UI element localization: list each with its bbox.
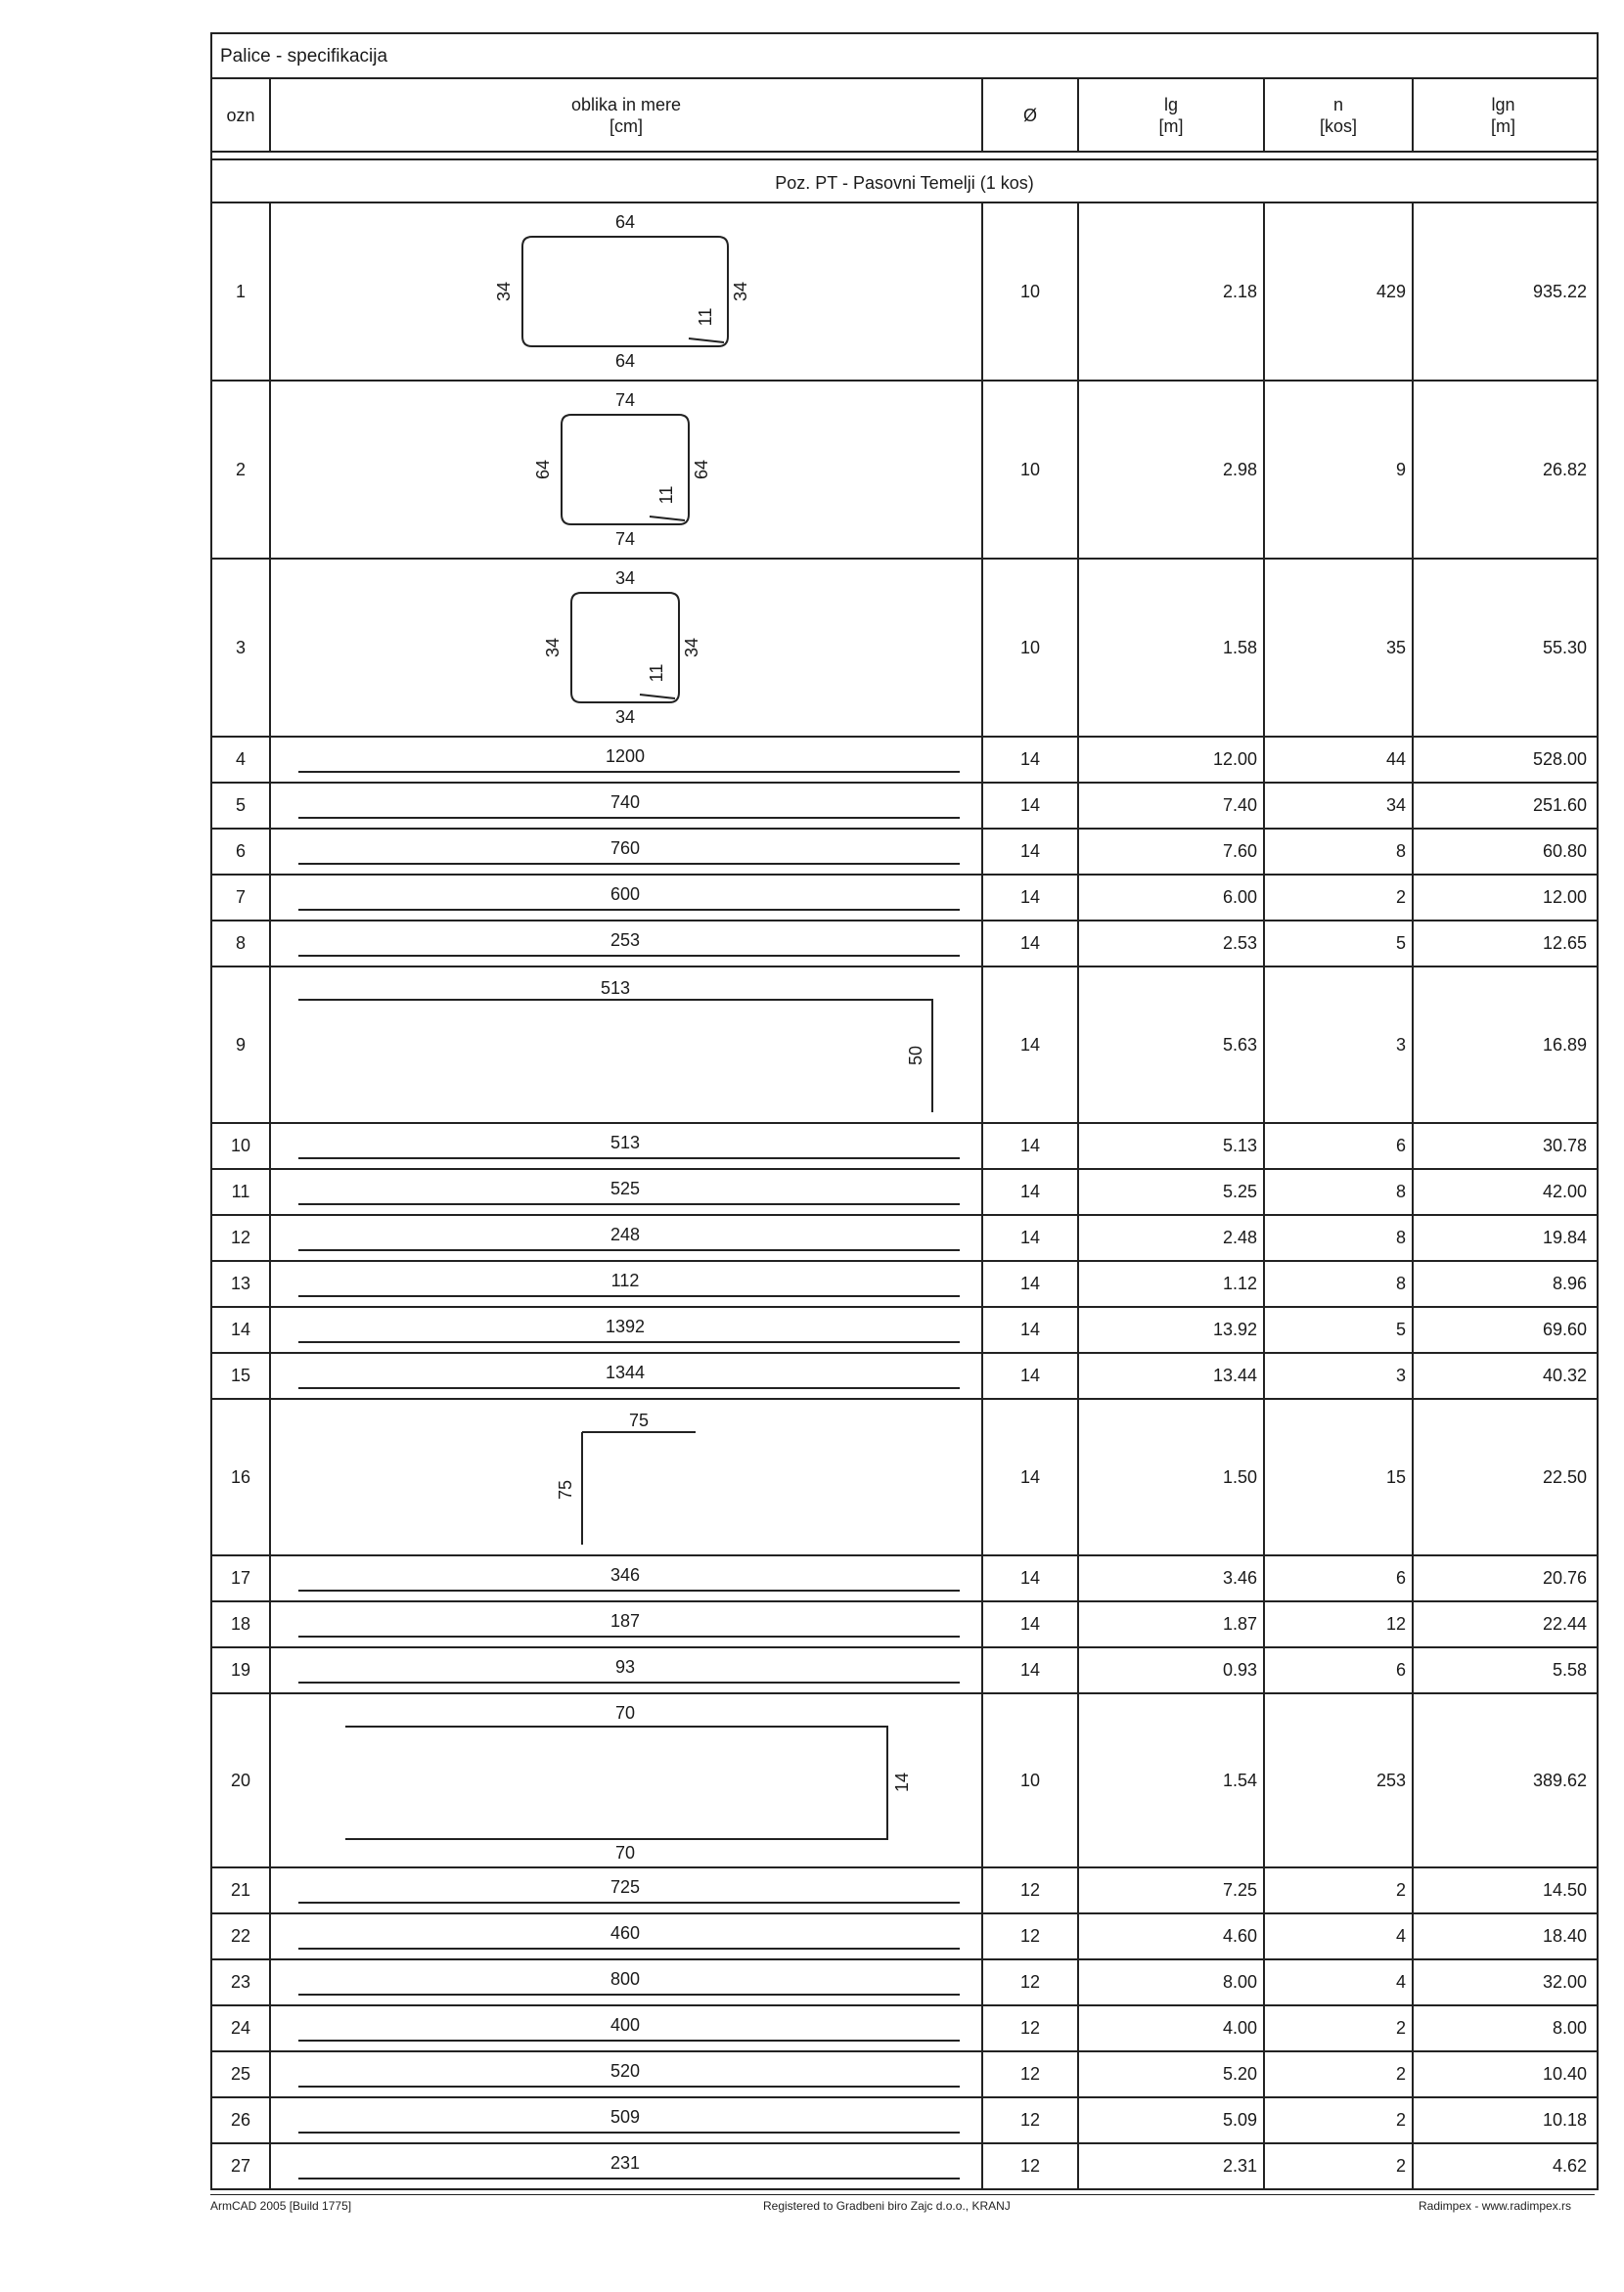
bar-mark: 5	[212, 784, 271, 828]
bar-count: 253	[1265, 1694, 1414, 1866]
dimension-label: 11	[646, 663, 666, 683]
dimension-label: 75	[628, 1410, 650, 1430]
bar-shape	[271, 2144, 983, 2188]
bar-total-length: 10.18	[1542, 2110, 1587, 2130]
bar-mark: 8	[212, 921, 271, 966]
bar-length: 4.00	[1079, 2006, 1265, 2050]
bar-row	[212, 784, 1597, 830]
bar-shape	[271, 382, 983, 558]
footer-vendor: Radimpex - www.radimpex.rs	[1419, 2199, 1572, 2213]
bar-total-length: 12.00	[1542, 887, 1587, 907]
dimension-label: 34	[730, 281, 750, 302]
bar-length: 2.18	[1079, 203, 1265, 380]
bar-total-length: 18.40	[1542, 1926, 1587, 1946]
bar-mark: 4	[212, 738, 271, 782]
bar-length: 2.53	[1079, 921, 1265, 966]
dimension-label: 525	[609, 1178, 641, 1198]
bar-diameter: 14	[983, 1124, 1079, 1168]
bar-shape-line	[345, 1727, 887, 1839]
bar-total-length: 8.00	[1552, 2018, 1587, 2038]
dimension-label: 34	[542, 637, 563, 658]
bar-shape	[271, 1170, 983, 1214]
bar-length: 5.25	[1079, 1170, 1265, 1214]
bar-row	[212, 738, 1597, 784]
dimension-label: 800	[609, 1968, 641, 1989]
bar-shape	[271, 1694, 983, 1866]
bar-count: 12	[1265, 1602, 1414, 1646]
bar-shape	[271, 1914, 983, 1958]
bar-shape	[271, 1556, 983, 1600]
bar-shape-line	[582, 1432, 696, 1545]
bar-diameter: 14	[983, 1262, 1079, 1306]
dimension-label: 64	[614, 350, 636, 371]
bar-row	[212, 1216, 1597, 1262]
bar-total-length: 19.84	[1542, 1228, 1587, 1247]
header-n-unit: [kos]	[1319, 115, 1357, 136]
bar-count: 5	[1265, 1308, 1414, 1352]
bar-mark: 16	[212, 1400, 271, 1554]
bar-diameter: 14	[983, 784, 1079, 828]
bar-row	[212, 1400, 1597, 1556]
bar-count: 8	[1265, 1170, 1414, 1214]
dimension-label: 34	[493, 281, 514, 302]
bar-length: 5.13	[1079, 1124, 1265, 1168]
bar-row	[212, 2052, 1597, 2098]
dimension-label: 740	[609, 791, 641, 812]
bar-shape	[271, 830, 983, 874]
dimension-label: 74	[614, 528, 636, 549]
bar-shape-drawing	[271, 2144, 979, 2188]
bar-diameter: 12	[983, 2052, 1079, 2096]
bar-total-length: 26.82	[1542, 459, 1587, 479]
bar-mark: 26	[212, 2098, 271, 2142]
bar-total-length: 32.00	[1542, 1972, 1587, 1992]
bar-shape-drawing	[271, 1648, 979, 1692]
dimension-label: 75	[555, 1479, 575, 1501]
bar-length: 13.44	[1079, 1354, 1265, 1398]
bar-shape-drawing	[271, 2098, 979, 2142]
bar-row	[212, 1694, 1597, 1868]
bar-shape-line	[689, 338, 724, 342]
bar-row	[212, 876, 1597, 921]
bar-count: 6	[1265, 1648, 1414, 1692]
bar-row	[212, 1354, 1597, 1400]
bar-length: 7.60	[1079, 830, 1265, 874]
dimension-label: 725	[609, 1876, 641, 1897]
bar-total-length: 528.00	[1532, 749, 1587, 769]
header-shape-unit: [cm]	[609, 115, 643, 136]
bar-mark: 13	[212, 1262, 271, 1306]
bar-shape	[271, 876, 983, 920]
bar-shape-drawing	[271, 1868, 979, 1912]
bar-count: 3	[1265, 967, 1414, 1122]
bar-mark: 3	[212, 560, 271, 736]
bar-row	[212, 1308, 1597, 1354]
bar-shape-line	[522, 237, 728, 346]
bar-shape	[271, 967, 983, 1122]
bar-mark: 17	[212, 1556, 271, 1600]
bar-diameter: 14	[983, 1648, 1079, 1692]
bar-shape	[271, 1262, 983, 1306]
header-lgn	[1414, 79, 1593, 151]
bar-shape	[271, 203, 983, 380]
bar-shape-drawing	[271, 1556, 979, 1600]
bar-shape-drawing	[271, 1262, 979, 1306]
bar-diameter: 14	[983, 967, 1079, 1122]
dimension-label: 64	[532, 459, 553, 480]
bar-mark: 12	[212, 1216, 271, 1260]
bar-count: 9	[1265, 382, 1414, 558]
bar-diameter: 14	[983, 1170, 1079, 1214]
bar-diameter: 12	[983, 2006, 1079, 2050]
bar-mark: 11	[212, 1170, 271, 1214]
bar-mark: 24	[212, 2006, 271, 2050]
bar-total-length: 8.96	[1552, 1274, 1587, 1293]
dimension-label: 93	[614, 1656, 636, 1677]
bar-total-length: 5.58	[1552, 1660, 1587, 1680]
bar-shape-drawing	[271, 967, 979, 1122]
bar-total-length: 14.50	[1542, 1880, 1587, 1900]
bar-total-length: 69.60	[1542, 1320, 1587, 1339]
bar-diameter: 14	[983, 1556, 1079, 1600]
footer-divider	[210, 2194, 1595, 2195]
bar-shape	[271, 560, 983, 736]
dimension-label: 34	[614, 567, 636, 588]
section-title: Poz. PT - Pasovni Temelji (1 kos)	[212, 160, 1597, 203]
bar-count: 2	[1265, 2144, 1414, 2188]
bar-shape-drawing	[271, 830, 979, 874]
bar-diameter: 10	[983, 382, 1079, 558]
bar-shape-drawing	[271, 2006, 979, 2050]
bar-row	[212, 2006, 1597, 2052]
bar-row	[212, 830, 1597, 876]
header-lgn-unit: [m]	[1491, 115, 1515, 136]
bar-count: 6	[1265, 1556, 1414, 1600]
bar-mark: 1	[212, 203, 271, 380]
dimension-label: 231	[609, 2152, 641, 2173]
dimension-label: 74	[614, 389, 636, 410]
header-shape	[271, 79, 983, 151]
bar-shape-drawing	[271, 784, 979, 828]
header-shape-label: oblika in mere	[570, 94, 682, 114]
bar-shape-drawing	[271, 1354, 979, 1398]
bar-shape	[271, 1308, 983, 1352]
bar-row	[212, 203, 1597, 382]
bar-count: 8	[1265, 1216, 1414, 1260]
bar-shape-line	[571, 593, 679, 702]
bar-row	[212, 1648, 1597, 1694]
bar-diameter: 14	[983, 1308, 1079, 1352]
bar-count: 4	[1265, 1960, 1414, 2004]
dimension-label: 1392	[605, 1316, 646, 1336]
header-diameter-label: Ø	[1022, 105, 1037, 125]
bar-count: 2	[1265, 2006, 1414, 2050]
bar-shape-line	[562, 415, 689, 524]
bar-length: 3.46	[1079, 1556, 1265, 1600]
dimension-label: 520	[609, 2060, 641, 2081]
bar-count: 35	[1265, 560, 1414, 736]
dimension-label: 513	[600, 977, 631, 998]
bar-total-length: 10.40	[1542, 2064, 1587, 2084]
bar-row	[212, 967, 1597, 1124]
bar-diameter: 14	[983, 1216, 1079, 1260]
bar-shape-drawing	[271, 1170, 979, 1214]
bar-mark: 10	[212, 1124, 271, 1168]
bar-count: 8	[1265, 1262, 1414, 1306]
bar-row	[212, 1868, 1597, 1914]
bar-shape	[271, 2098, 983, 2142]
bar-total-length: 20.76	[1542, 1568, 1587, 1588]
dimension-label: 460	[609, 1922, 641, 1943]
bar-shape-drawing	[271, 1308, 979, 1352]
bar-count: 429	[1265, 203, 1414, 380]
dimension-label: 1344	[605, 1362, 646, 1382]
dimension-label: 346	[609, 1564, 641, 1585]
bar-mark: 19	[212, 1648, 271, 1692]
bar-total-length: 12.65	[1542, 933, 1587, 953]
bar-length: 2.48	[1079, 1216, 1265, 1260]
bar-count: 8	[1265, 830, 1414, 874]
dimension-label: 509	[609, 2106, 641, 2127]
bar-count: 2	[1265, 876, 1414, 920]
bar-length: 1.12	[1079, 1262, 1265, 1306]
bar-count: 2	[1265, 1868, 1414, 1912]
bar-shape	[271, 738, 983, 782]
header-lg	[1079, 79, 1265, 151]
bar-length: 6.00	[1079, 876, 1265, 920]
bar-shape-drawing	[271, 1216, 979, 1260]
bar-length: 5.63	[1079, 967, 1265, 1122]
header-spacer	[212, 153, 1597, 160]
bar-shape	[271, 1400, 983, 1554]
bar-shape	[271, 1960, 983, 2004]
bar-shape	[271, 2006, 983, 2050]
bar-diameter: 12	[983, 2098, 1079, 2142]
bar-shape	[271, 1868, 983, 1912]
bar-count: 3	[1265, 1354, 1414, 1398]
bar-total-length: 935.22	[1532, 281, 1587, 301]
dimension-label: 400	[609, 2014, 641, 2035]
bar-diameter: 14	[983, 1400, 1079, 1554]
bar-shape	[271, 784, 983, 828]
bar-shape	[271, 1602, 983, 1646]
bar-count: 34	[1265, 784, 1414, 828]
dimension-label: 600	[609, 883, 641, 904]
bar-total-length: 389.62	[1532, 1770, 1587, 1790]
dimension-label: 253	[609, 929, 641, 950]
bar-count: 6	[1265, 1124, 1414, 1168]
bar-shape-drawing	[271, 1914, 979, 1958]
bar-length: 1.50	[1079, 1400, 1265, 1554]
bar-shape	[271, 921, 983, 966]
bar-shape-line	[650, 517, 685, 520]
bar-count: 4	[1265, 1914, 1414, 1958]
bar-diameter: 10	[983, 203, 1079, 380]
bar-mark: 6	[212, 830, 271, 874]
bar-mark: 25	[212, 2052, 271, 2096]
bar-length: 1.58	[1079, 560, 1265, 736]
bar-mark: 22	[212, 1914, 271, 1958]
header-n-label: n	[1332, 94, 1343, 114]
bar-row	[212, 2144, 1597, 2190]
bar-length: 5.20	[1079, 2052, 1265, 2096]
bar-length: 12.00	[1079, 738, 1265, 782]
bar-mark: 20	[212, 1694, 271, 1866]
bar-shape-drawing	[271, 560, 979, 736]
bar-row	[212, 382, 1597, 560]
bar-mark: 21	[212, 1868, 271, 1912]
bar-shape-drawing	[271, 876, 979, 920]
bar-row	[212, 2098, 1597, 2144]
dimension-label: 34	[614, 706, 636, 727]
bar-mark: 7	[212, 876, 271, 920]
dimension-label: 1200	[605, 745, 646, 766]
bar-mark: 27	[212, 2144, 271, 2188]
bar-shape-drawing	[271, 1960, 979, 2004]
bar-shape-drawing	[271, 1602, 979, 1646]
bar-diameter: 14	[983, 830, 1079, 874]
bar-diameter: 14	[983, 1602, 1079, 1646]
bar-mark: 15	[212, 1354, 271, 1398]
bar-row	[212, 1262, 1597, 1308]
dimension-label: 760	[609, 837, 641, 858]
dimension-label: 64	[691, 459, 711, 480]
bar-row	[212, 1960, 1597, 2006]
bar-length: 2.31	[1079, 2144, 1265, 2188]
bar-diameter: 14	[983, 738, 1079, 782]
header-lg-unit: [m]	[1158, 115, 1184, 136]
bar-row	[212, 1556, 1597, 1602]
bar-rows	[212, 203, 1597, 2190]
bar-diameter: 14	[983, 876, 1079, 920]
bar-shape	[271, 1648, 983, 1692]
bar-shape-drawing	[271, 2052, 979, 2096]
header-ozn	[212, 79, 271, 151]
bar-shape-drawing	[271, 382, 979, 558]
bar-row	[212, 1170, 1597, 1216]
bar-length: 8.00	[1079, 1960, 1265, 2004]
footer-software: ArmCAD 2005 [Build 1775]	[210, 2199, 352, 2213]
bar-shape-drawing	[271, 203, 979, 380]
bar-shape	[271, 1216, 983, 1260]
dimension-label: 70	[614, 1702, 636, 1723]
bar-diameter: 10	[983, 1694, 1079, 1866]
dimension-label: 11	[655, 485, 676, 505]
bar-mark: 9	[212, 967, 271, 1122]
dimension-label: 34	[681, 637, 701, 658]
bar-length: 7.25	[1079, 1868, 1265, 1912]
bar-diameter: 14	[983, 1354, 1079, 1398]
bar-length: 7.40	[1079, 784, 1265, 828]
bar-total-length: 55.30	[1542, 637, 1587, 657]
bar-shape	[271, 1354, 983, 1398]
bar-mark: 18	[212, 1602, 271, 1646]
bar-diameter: 10	[983, 560, 1079, 736]
dimension-label: 64	[614, 211, 636, 232]
bar-total-length: 30.78	[1542, 1136, 1587, 1155]
bar-total-length: 42.00	[1542, 1182, 1587, 1201]
dimension-label: 70	[614, 1842, 636, 1863]
column-header-row	[212, 79, 1597, 153]
bar-length: 5.09	[1079, 2098, 1265, 2142]
header-n	[1265, 79, 1414, 151]
bar-row	[212, 1124, 1597, 1170]
dimension-label: 248	[609, 1224, 641, 1244]
dimension-label: 11	[695, 307, 715, 327]
bar-length: 1.87	[1079, 1602, 1265, 1646]
header-lg-label: lg	[1163, 94, 1178, 114]
bar-mark: 23	[212, 1960, 271, 2004]
bar-count: 44	[1265, 738, 1414, 782]
bar-row	[212, 560, 1597, 738]
bar-mark: 14	[212, 1308, 271, 1352]
bar-shape-drawing	[271, 1124, 979, 1168]
bar-count: 2	[1265, 2098, 1414, 2142]
footer-registration: Registered to Gradbeni biro Zajc d.o.o., KRANJ	[763, 2199, 1011, 2213]
bar-shape-drawing	[271, 1694, 979, 1866]
bar-diameter: 12	[983, 1868, 1079, 1912]
dimension-label: 14	[891, 1772, 912, 1793]
bar-total-length: 251.60	[1532, 795, 1587, 815]
bar-length: 13.92	[1079, 1308, 1265, 1352]
header-lgn-label: lgn	[1491, 94, 1515, 114]
header-diameter	[983, 79, 1079, 151]
bar-length: 4.60	[1079, 1914, 1265, 1958]
bar-total-length: 16.89	[1542, 1034, 1587, 1055]
bar-shape-drawing	[271, 921, 979, 966]
bar-row	[212, 921, 1597, 967]
bar-row	[212, 1602, 1597, 1648]
dimension-label: 187	[609, 1610, 641, 1631]
bar-diameter: 14	[983, 921, 1079, 966]
bar-length: 1.54	[1079, 1694, 1265, 1866]
bar-length: 0.93	[1079, 1648, 1265, 1692]
dimension-label: 50	[905, 1045, 925, 1066]
bar-count: 2	[1265, 2052, 1414, 2096]
bar-total-length: 4.62	[1552, 2156, 1587, 2176]
bar-count: 15	[1265, 1400, 1414, 1554]
bar-diameter: 12	[983, 1960, 1079, 2004]
bar-total-length: 60.80	[1542, 841, 1587, 861]
dimension-label: 112	[610, 1270, 640, 1290]
bar-row	[212, 1914, 1597, 1960]
sheet-title: Palice - specifikacija	[212, 34, 1597, 79]
bar-shape-drawing	[271, 738, 979, 782]
bar-total-length: 22.44	[1542, 1614, 1587, 1634]
bar-shape	[271, 2052, 983, 2096]
bar-shape-line	[640, 695, 675, 698]
bar-diameter: 12	[983, 1914, 1079, 1958]
bar-diameter: 12	[983, 2144, 1079, 2188]
bar-shape-drawing	[271, 1400, 979, 1554]
bar-length: 2.98	[1079, 382, 1265, 558]
bar-shape-line	[298, 1000, 932, 1112]
specification-sheet	[210, 32, 1599, 2190]
bar-shape	[271, 1124, 983, 1168]
bar-mark: 2	[212, 382, 271, 558]
bar-total-length: 40.32	[1542, 1366, 1587, 1385]
bar-total-length: 22.50	[1542, 1466, 1587, 1487]
header-ozn-label: ozn	[226, 105, 255, 125]
bar-count: 5	[1265, 921, 1414, 966]
dimension-label: 513	[609, 1132, 641, 1152]
